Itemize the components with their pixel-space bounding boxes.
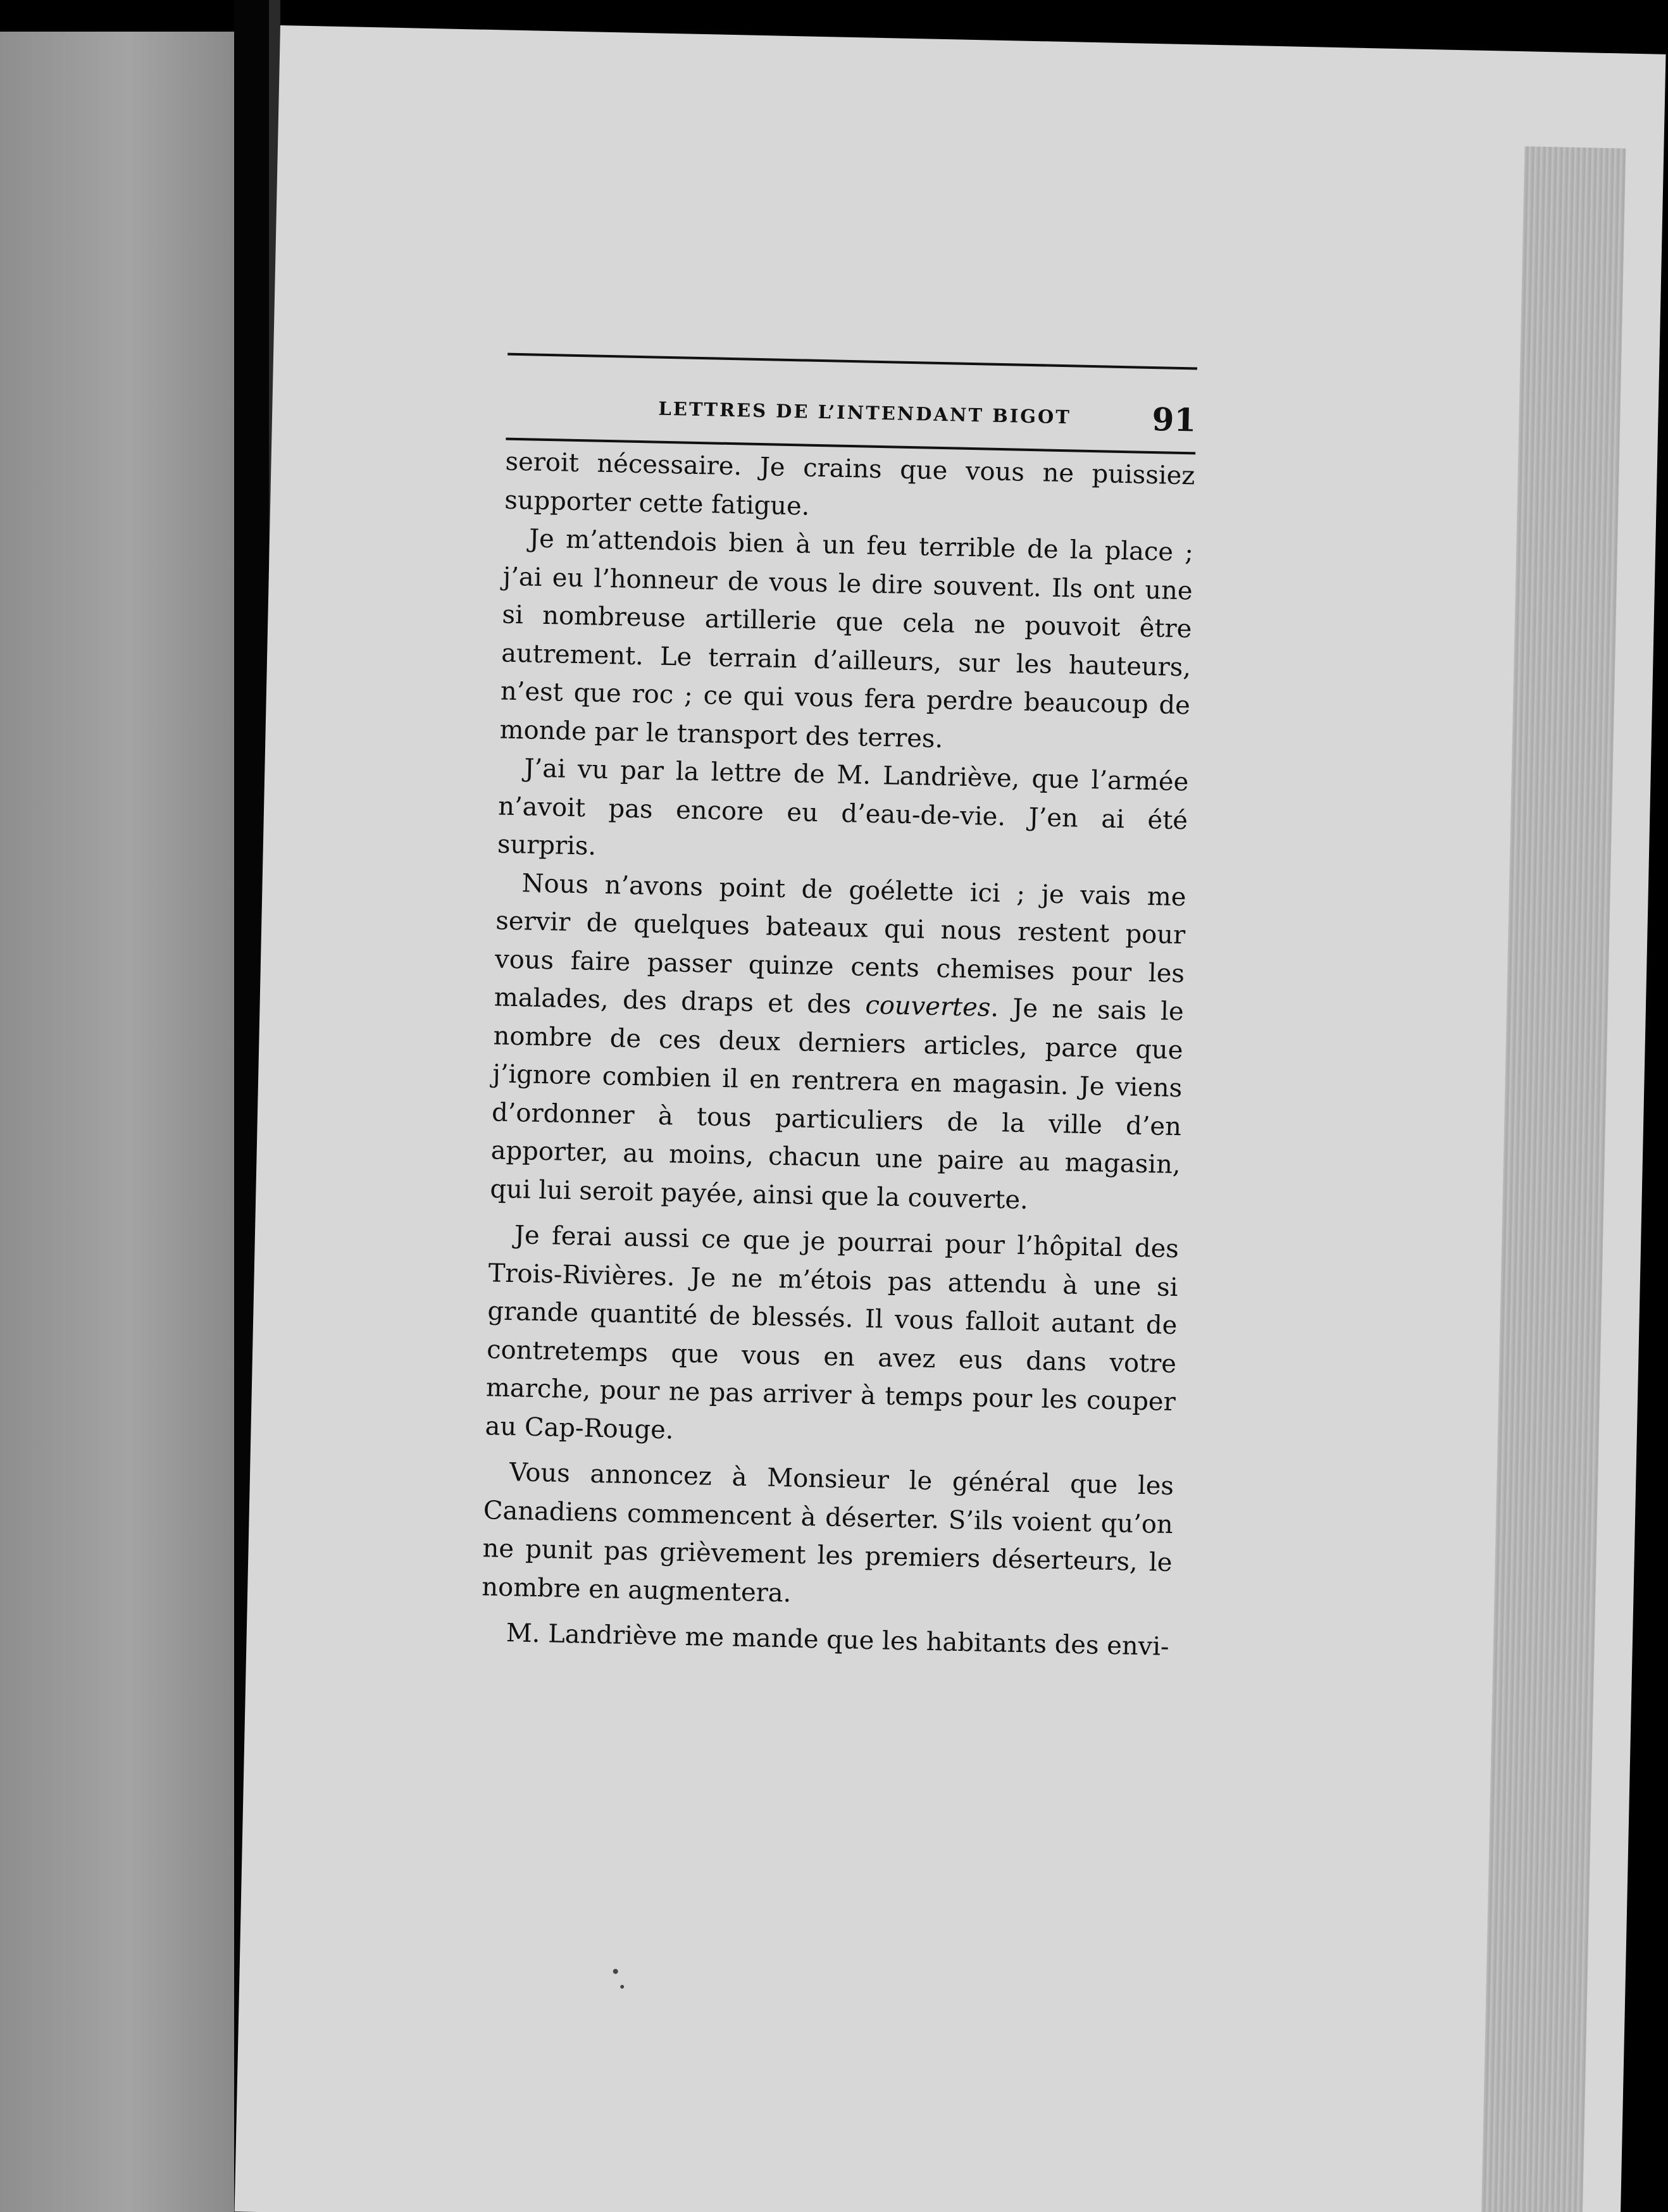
paragraph-4-part-2: . Je ne sais le nombre de ces deux derniers articles, parce que j’ignore combien il en rentrera en magasin. Je viens d’ordonner à tous particuliers de la ville d’en apporter, au moins, chacun une paire au magasin, qui lui seroit payée, ainsi que la couverte. [490, 993, 1185, 1215]
page-number: 91 [1152, 400, 1197, 439]
running-head: LETTRES DE L’INTENDANT BIGOT [658, 397, 1072, 428]
right-page [235, 25, 1666, 2212]
paragraph-6: Vous annoncez à Monsieur le général que les Canadiens commencent à déserter. S’ils voient qu’on ne punit pas grièvement les premiers déserteurs, le nombre en augmentera. [481, 1458, 1174, 1608]
scan-speck [620, 1985, 624, 1989]
scan-speck [613, 1969, 618, 1974]
page-content [480, 353, 1197, 1667]
page-header [506, 356, 1197, 452]
paragraph-3: J’ai vu par la lettre de M. Landriève, que l’armée n’avoit pas encore eu d’eau-de-vie. J’en ai été surpris. [497, 754, 1189, 861]
paragraph-7: M. Landriève me mande que les habitants des envi- [506, 1619, 1170, 1662]
italic-word-couvertes: couvertes [864, 990, 991, 1022]
left-page-margin [0, 32, 234, 2212]
paragraph-4-part-1: Nous n’avons point de goélette ici ; je vais me servir de quelques bateaux qui nous restent pour vous faire passer quinze cents chemises pour les malades, des draps et des [494, 868, 1186, 1020]
paragraph-1: seroit nécessaire. Je crains que vous ne puissiez supporter cette fatigue. [504, 447, 1195, 521]
body-text [480, 443, 1195, 1667]
page-edge-stack [1481, 146, 1626, 2212]
paragraph-4 [490, 864, 1186, 1222]
paragraph-2: Je m’attendois bien à un feu terrible de la place ; j’ai eu l’honneur de vous le dire souvent. Ils ont une si nombreuse artillerie que cela ne pouvoit être autrement. Le terrain d’ailleurs, sur les hauteurs, n’est que roc ; ce qui vous fera perdre beaucoup de monde par le transport des terres. [499, 524, 1194, 754]
paragraph-5: Je ferai aussi ce que je pourrai pour l’hôpital des Trois-Rivières. Je ne m’étois pas attendu à une si grande quantité de blessés. Il vous falloit autant de contretemps que vous en avez eus dans votre marche, pour ne pas arriver à temps pour les couper au Cap-Rouge. [485, 1221, 1179, 1445]
